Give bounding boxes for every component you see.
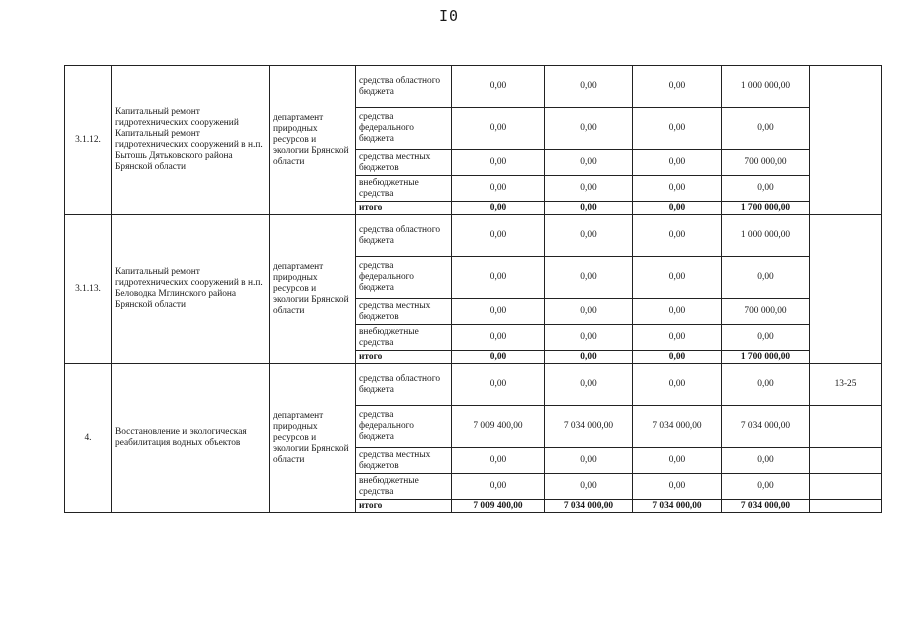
measure-name: Капитальный ремонт гидротехнических сооружений Капитальный ремонт гидротехнических сооружений в н.п. Бытошь Дятьковского района Брянской области bbox=[112, 66, 270, 215]
total-amount: 1 700 000,00 bbox=[722, 351, 810, 364]
executor: департамент природных ресурсов и экологии Брянской области bbox=[270, 66, 356, 215]
amount-cell: 0,00 bbox=[633, 150, 722, 176]
table-row bbox=[65, 364, 882, 406]
executor: департамент природных ресурсов и экологии Брянской области bbox=[270, 364, 356, 513]
indicator-ref-empty bbox=[810, 474, 882, 500]
amount-cell: 0,00 bbox=[722, 176, 810, 202]
amount-cell: 0,00 bbox=[545, 364, 633, 406]
row-code: 3.1.13. bbox=[65, 215, 112, 364]
table-row bbox=[65, 66, 882, 108]
funding-source: средства областного бюджета bbox=[356, 66, 452, 108]
funding-source-total: итого bbox=[356, 202, 452, 215]
funding-source: средства местных бюджетов bbox=[356, 448, 452, 474]
amount-cell: 0,00 bbox=[545, 176, 633, 202]
amount-cell: 0,00 bbox=[545, 257, 633, 299]
amount-cell: 0,00 bbox=[633, 257, 722, 299]
total-amount: 0,00 bbox=[452, 351, 545, 364]
amount-cell: 0,00 bbox=[452, 176, 545, 202]
amount-cell: 0,00 bbox=[452, 364, 545, 406]
indicator-ref bbox=[810, 66, 882, 215]
amount-cell: 0,00 bbox=[452, 215, 545, 257]
table-row bbox=[65, 215, 882, 257]
total-amount: 7 034 000,00 bbox=[722, 500, 810, 513]
amount-cell: 0,00 bbox=[545, 299, 633, 325]
funding-source: внебюджетные средства bbox=[356, 325, 452, 351]
total-amount: 7 009 400,00 bbox=[452, 500, 545, 513]
amount-cell: 0,00 bbox=[545, 215, 633, 257]
amount-cell: 7 034 000,00 bbox=[545, 406, 633, 448]
amount-cell: 1 000 000,00 bbox=[722, 215, 810, 257]
measure-name: Восстановление и экологическая реабилитация водных объектов bbox=[112, 364, 270, 513]
funding-source: средства федерального бюджета bbox=[356, 406, 452, 448]
amount-cell: 0,00 bbox=[722, 257, 810, 299]
amount-cell: 0,00 bbox=[633, 474, 722, 500]
amount-cell: 0,00 bbox=[452, 299, 545, 325]
funding-source: средства федерального бюджета bbox=[356, 257, 452, 299]
amount-cell: 0,00 bbox=[722, 364, 810, 406]
total-amount: 7 034 000,00 bbox=[545, 500, 633, 513]
amount-cell: 0,00 bbox=[633, 66, 722, 108]
total-amount: 0,00 bbox=[545, 351, 633, 364]
indicator-ref bbox=[810, 215, 882, 364]
row-code: 3.1.12. bbox=[65, 66, 112, 215]
funding-source: средства областного бюджета bbox=[356, 215, 452, 257]
amount-cell: 0,00 bbox=[545, 108, 633, 150]
measure-name: Капитальный ремонт гидротехнических сооружений в н.п. Беловодка Мглинского района Брянской области bbox=[112, 215, 270, 364]
funding-source: внебюджетные средства bbox=[356, 474, 452, 500]
amount-cell: 0,00 bbox=[545, 150, 633, 176]
indicator-ref-empty bbox=[810, 406, 882, 448]
amount-cell: 7 034 000,00 bbox=[722, 406, 810, 448]
amount-cell: 700 000,00 bbox=[722, 150, 810, 176]
amount-cell: 0,00 bbox=[633, 215, 722, 257]
total-amount: 0,00 bbox=[545, 202, 633, 215]
funding-source: средства федерального бюджета bbox=[356, 108, 452, 150]
amount-cell: 0,00 bbox=[633, 299, 722, 325]
amount-cell: 0,00 bbox=[452, 448, 545, 474]
total-amount: 0,00 bbox=[633, 202, 722, 215]
budget-table bbox=[64, 65, 882, 513]
amount-cell: 0,00 bbox=[452, 150, 545, 176]
amount-cell: 0,00 bbox=[452, 108, 545, 150]
amount-cell: 0,00 bbox=[452, 257, 545, 299]
total-amount: 1 700 000,00 bbox=[722, 202, 810, 215]
row-code: 4. bbox=[65, 364, 112, 513]
amount-cell: 1 000 000,00 bbox=[722, 66, 810, 108]
amount-cell: 0,00 bbox=[452, 325, 545, 351]
amount-cell: 0,00 bbox=[545, 325, 633, 351]
amount-cell: 7 009 400,00 bbox=[452, 406, 545, 448]
amount-cell: 0,00 bbox=[633, 108, 722, 150]
indicator-ref-empty bbox=[810, 500, 882, 513]
amount-cell: 0,00 bbox=[633, 176, 722, 202]
amount-cell: 700 000,00 bbox=[722, 299, 810, 325]
executor: департамент природных ресурсов и экологии Брянской области bbox=[270, 215, 356, 364]
funding-source: внебюджетные средства bbox=[356, 176, 452, 202]
amount-cell: 0,00 bbox=[722, 448, 810, 474]
amount-cell: 0,00 bbox=[545, 448, 633, 474]
total-amount: 7 034 000,00 bbox=[633, 500, 722, 513]
amount-cell: 0,00 bbox=[452, 66, 545, 108]
amount-cell: 0,00 bbox=[633, 448, 722, 474]
amount-cell: 0,00 bbox=[633, 364, 722, 406]
amount-cell: 0,00 bbox=[722, 474, 810, 500]
amount-cell: 0,00 bbox=[452, 474, 545, 500]
funding-source-total: итого bbox=[356, 500, 452, 513]
total-amount: 0,00 bbox=[452, 202, 545, 215]
page-number: I0 bbox=[439, 7, 460, 25]
amount-cell: 0,00 bbox=[633, 325, 722, 351]
amount-cell: 0,00 bbox=[545, 474, 633, 500]
total-amount: 0,00 bbox=[633, 351, 722, 364]
amount-cell: 0,00 bbox=[545, 66, 633, 108]
funding-source: средства местных бюджетов bbox=[356, 299, 452, 325]
funding-source: средства областного бюджета bbox=[356, 364, 452, 406]
indicator-ref: 13-25 bbox=[810, 364, 882, 406]
funding-source: средства местных бюджетов bbox=[356, 150, 452, 176]
funding-source-total: итого bbox=[356, 351, 452, 364]
amount-cell: 7 034 000,00 bbox=[633, 406, 722, 448]
amount-cell: 0,00 bbox=[722, 108, 810, 150]
indicator-ref-empty bbox=[810, 448, 882, 474]
amount-cell: 0,00 bbox=[722, 325, 810, 351]
